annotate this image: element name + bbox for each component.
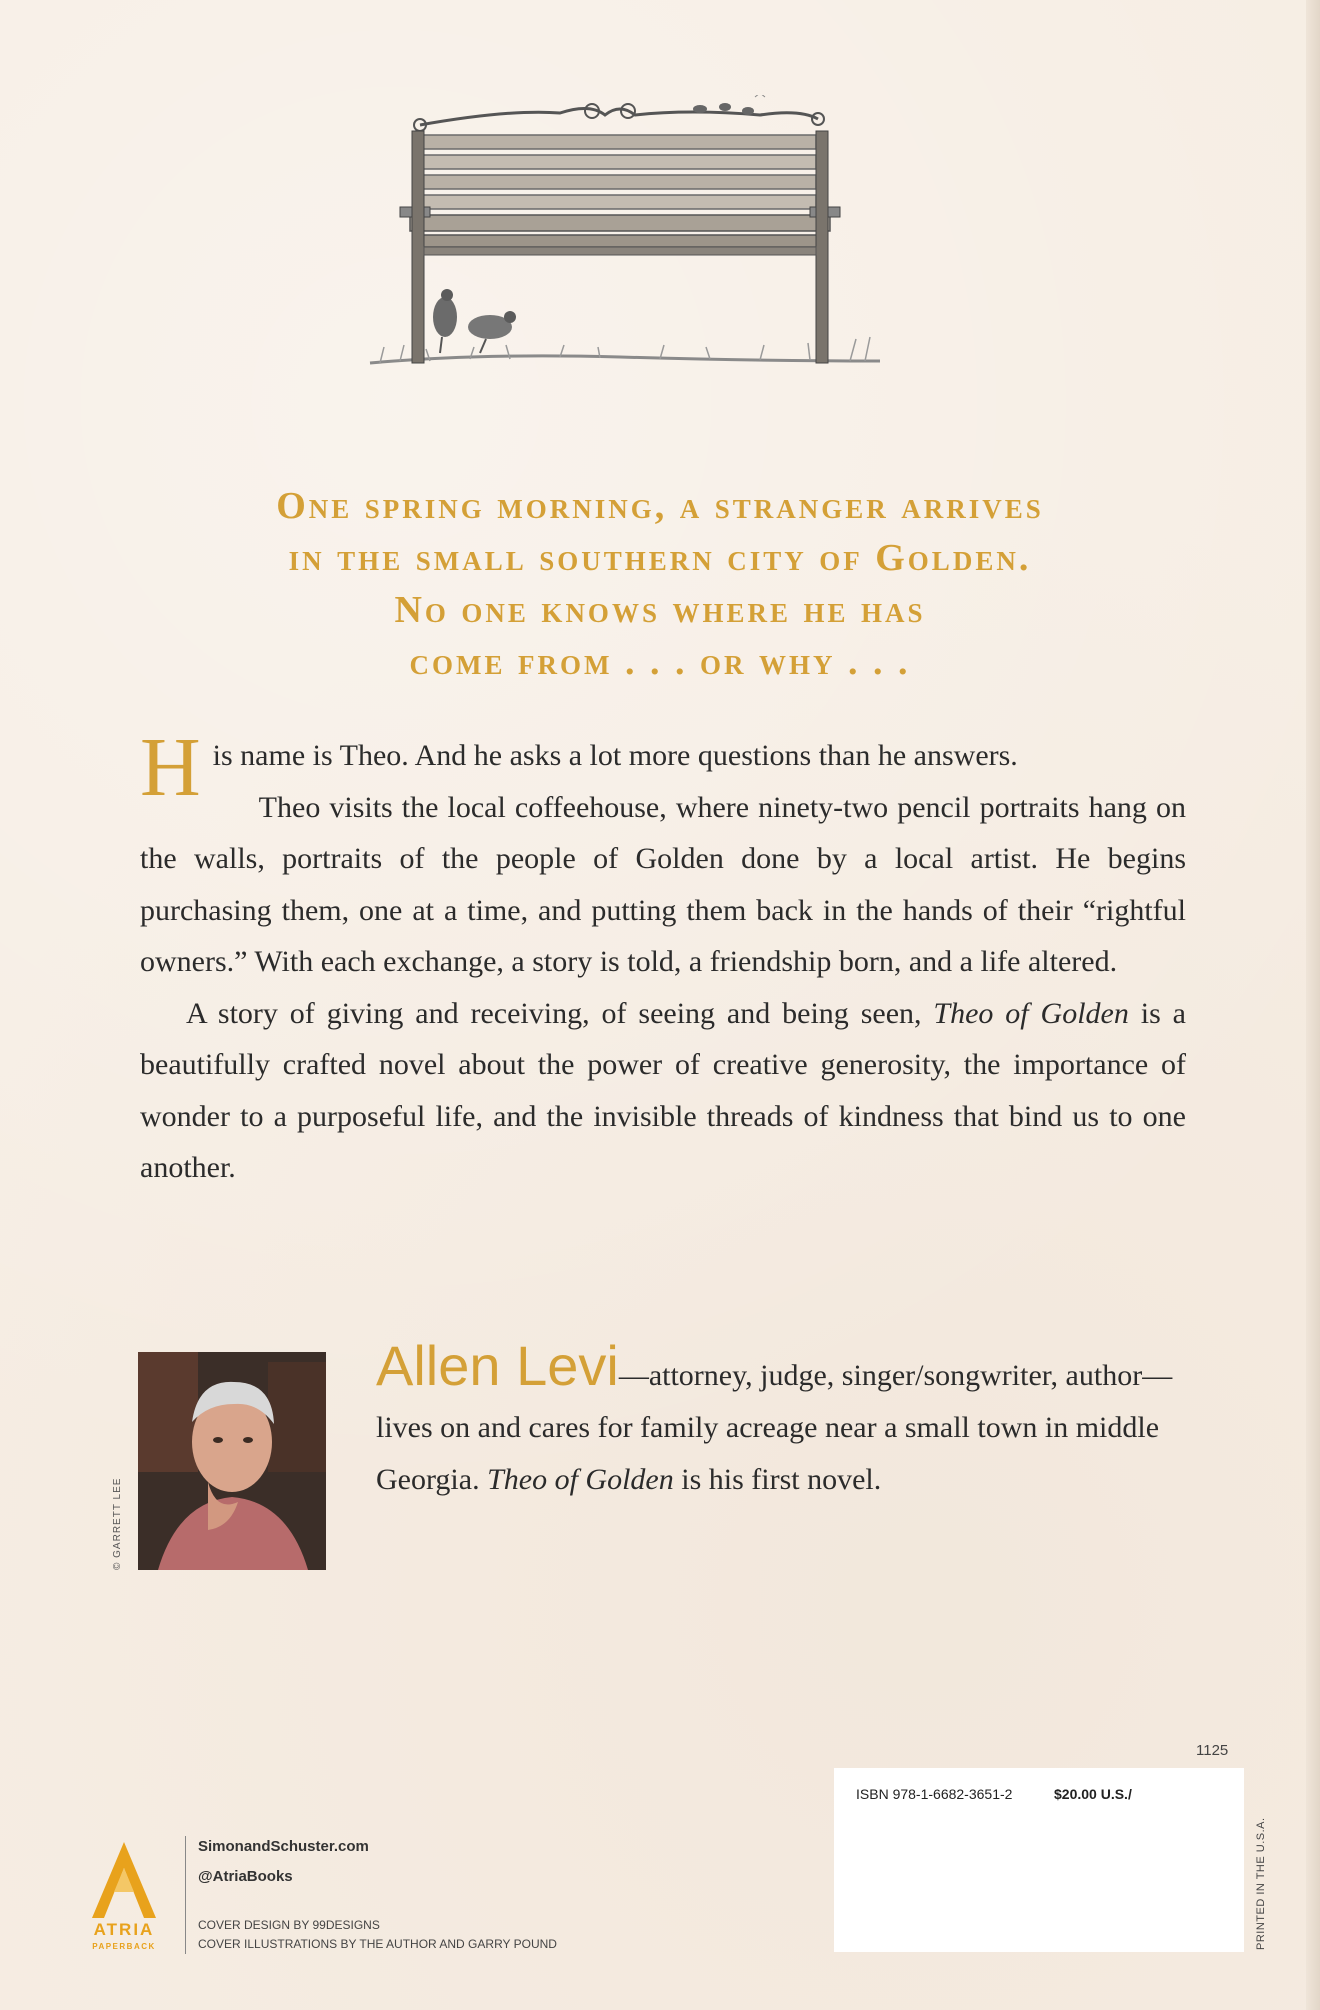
barcode-area <box>834 1768 1244 1952</box>
printed-in-label: PRINTED IN THE U.S.A. <box>1255 1817 1267 1950</box>
book-title-italic: Theo of Golden <box>933 996 1129 1030</box>
tagline-line: No one knows where he has <box>394 589 926 631</box>
cover-design-credit: COVER DESIGN BY 99DESIGNS <box>198 1918 380 1932</box>
paragraph-1-text: is name is Theo. And he asks a lot more questions than he answers. <box>212 739 1018 772</box>
print-code: 1125 <box>1196 1742 1229 1759</box>
publisher-divider <box>185 1836 186 1954</box>
bench-illustration <box>360 95 900 395</box>
publisher-info <box>198 1836 369 1888</box>
drop-cap: H <box>140 721 201 814</box>
author-name: Allen Levi <box>376 1334 619 1397</box>
tagline-line: in the small southern city of Golden. <box>288 537 1032 579</box>
description-paragraph-1 <box>140 721 1186 814</box>
publisher-website: SimonandSchuster.com <box>198 1838 369 1855</box>
bio-book-title: Theo of Golden <box>487 1463 674 1496</box>
author-bio <box>376 1334 1186 1506</box>
isbn: ISBN 978-1-6682-3651-2 <box>856 1786 1013 1802</box>
publisher-logo-subword: PAPERBACK <box>92 1942 156 1951</box>
cover-illustration-credit: COVER ILLUSTRATIONS BY THE AUTHOR AND GARRY POUND <box>198 1937 557 1951</box>
author-photo <box>138 1352 326 1570</box>
price: $20.00 U.S./ <box>1054 1786 1132 1802</box>
book-description <box>140 721 1186 1194</box>
paragraph-3-rest: is a beautifully crafted novel about the power of creative generosity, the importance of wonder to a purposeful life, and the invisible threads of kindness that bind us to one another. <box>140 996 1186 1184</box>
tagline <box>140 480 1180 688</box>
tagline-line: One spring morning, a stranger arrives <box>276 485 1044 527</box>
book-edge <box>1306 0 1320 2010</box>
paragraph-3-intro: A story of giving and receiving, of seeing and being seen, <box>186 996 934 1030</box>
author-portrait <box>138 1352 326 1570</box>
cover-credits <box>198 1916 557 1954</box>
publisher-logo-word: ATRIA <box>93 1920 155 1939</box>
bio-text: —attorney, judge, singer/songwriter, author—lives on and cares for family acreage near a small town in middle Georgia. <box>376 1359 1173 1496</box>
description-paragraph-2: Theo visits the local coffeehouse, where ninety-two pencil portraits hang on the walls, portraits of the people of Golden done by a local artist. He begins purchasing them, one at a time, and putting them back in the hands of their “rightful owners.” With each exchange, a story is told, a friendship born, and a life altered. <box>140 790 1186 978</box>
description-paragraph-3 <box>140 988 1186 1194</box>
bio-text-end: is his first novel. <box>673 1463 882 1496</box>
tagline-line: come from . . . or why . . . <box>409 641 911 683</box>
publisher-social: @AtriaBooks <box>198 1868 293 1885</box>
photo-credit: © GARRETT LEE <box>112 1477 123 1570</box>
